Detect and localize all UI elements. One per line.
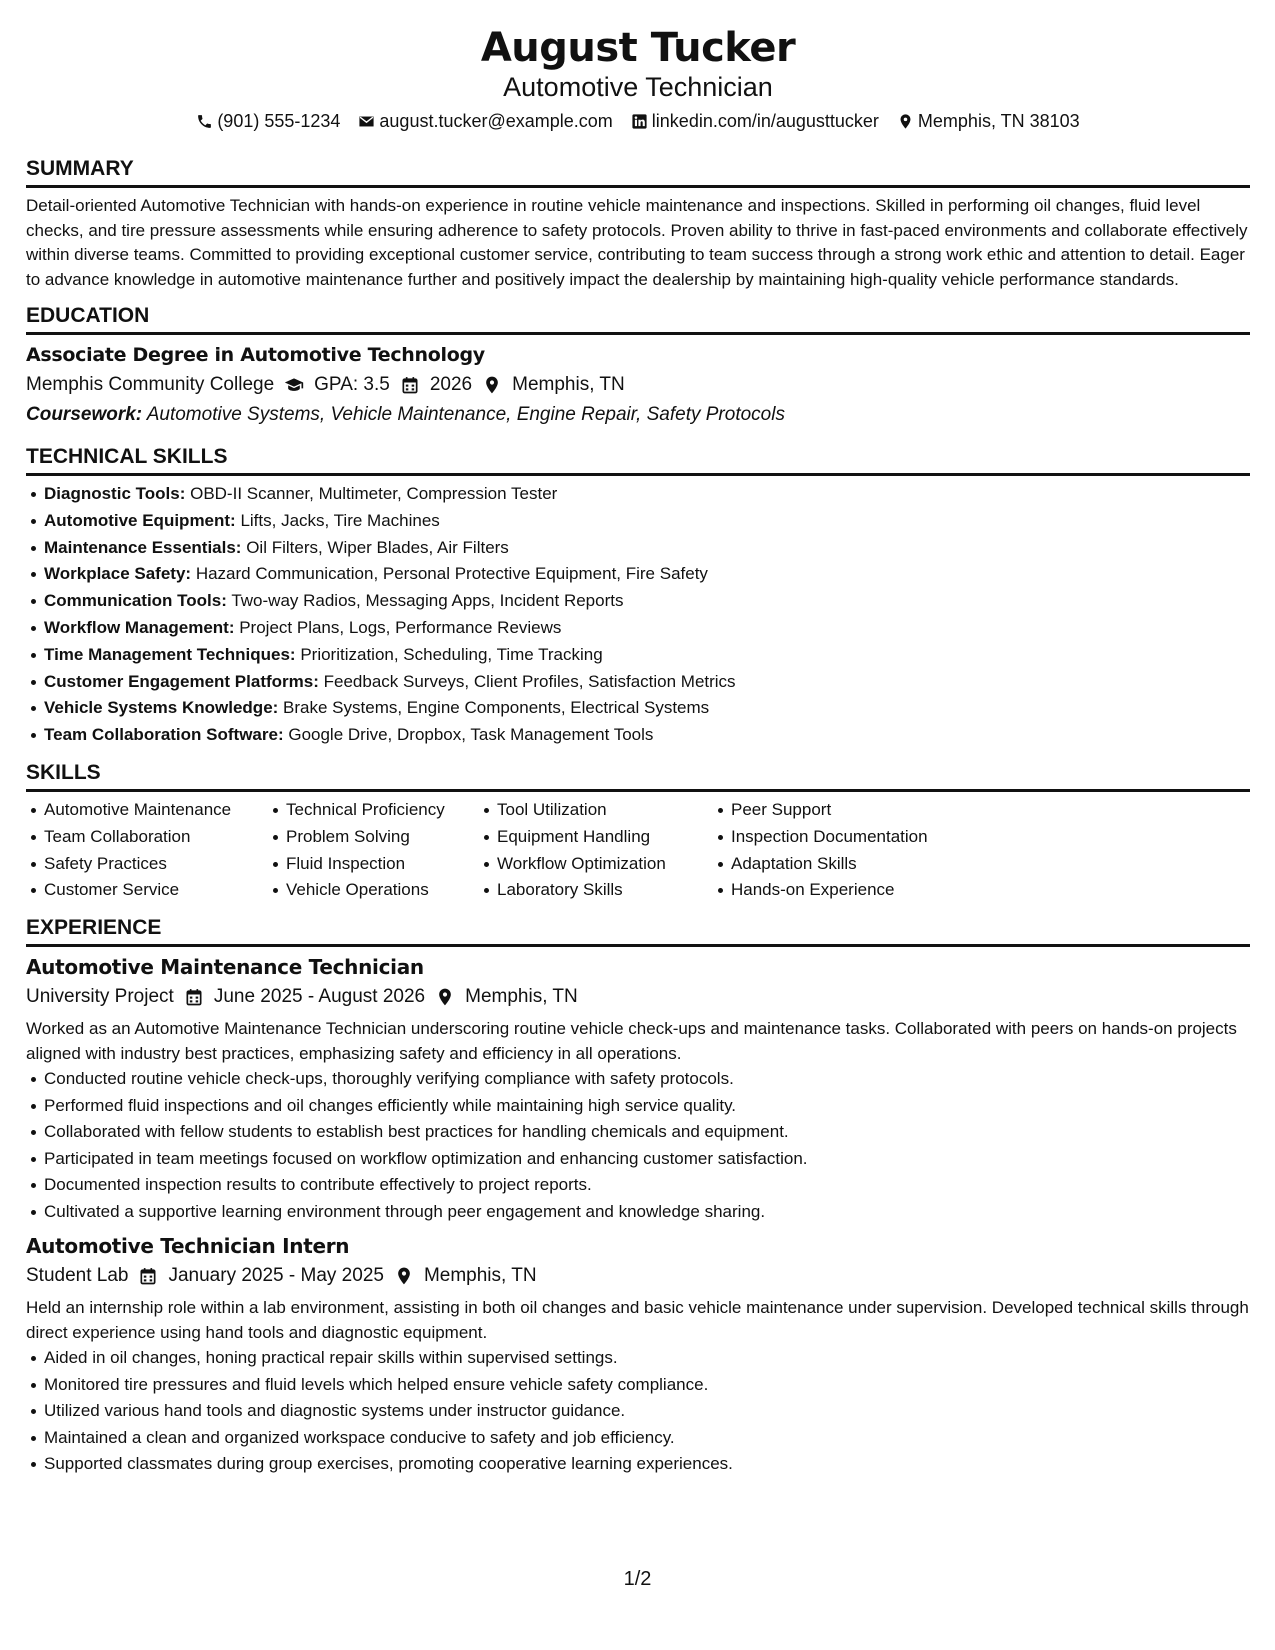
job-bullets: [26, 1345, 1250, 1478]
calendar-icon: [400, 375, 420, 395]
list-item: [26, 615, 1250, 642]
technical-skills-list: [26, 481, 1250, 749]
contact-email[interactable]: [358, 107, 612, 135]
list-item: Safety Practices: [26, 851, 268, 878]
contact-bar: [26, 107, 1250, 135]
list-item: Documented inspection results to contribute effectively to project reports.: [26, 1172, 1250, 1199]
skill-values: Lifts, Jacks, Tire Machines: [240, 510, 440, 530]
email-text: august.tucker@example.com: [379, 111, 613, 131]
skills-column: [26, 797, 268, 904]
location-text: Memphis, TN 38103: [917, 111, 1080, 131]
coursework-label: Coursework:: [26, 404, 143, 425]
coursework-text: Automotive Systems, Vehicle Maintenance, Engine Repair, Safety Protocols: [146, 404, 785, 425]
coursework-line: [26, 400, 1250, 430]
skill-category: Time Management Techniques:: [44, 644, 296, 664]
technical-skills-section: [26, 442, 1250, 749]
school-name: Memphis Community College: [26, 374, 275, 395]
job-meta: [26, 982, 1250, 1012]
contact-phone[interactable]: [196, 107, 340, 135]
list-item: Participated in team meetings focused on workflow optimization and enhancing customer satisfaction.: [26, 1146, 1250, 1173]
calendar-icon: [138, 1266, 158, 1286]
calendar-icon: [184, 987, 204, 1007]
skill-category: Automotive Equipment:: [44, 510, 236, 530]
education-heading: EDUCATION: [26, 301, 1250, 335]
list-item: Team Collaboration: [26, 824, 268, 851]
graduation-year: 2026: [429, 374, 473, 395]
skill-values: Project Plans, Logs, Performance Reviews: [239, 617, 562, 637]
list-item: Conducted routine vehicle check-ups, thoroughly verifying compliance with safety protocols.: [26, 1066, 1250, 1093]
map-pin-icon: [482, 375, 502, 395]
job-location: Memphis, TN: [423, 1265, 537, 1287]
skill-values: Two-way Radios, Messaging Apps, Incident Reports: [231, 591, 624, 611]
list-item: [26, 588, 1250, 615]
education-section: [26, 301, 1250, 430]
skill-values: Brake Systems, Engine Components, Electrical Systems: [283, 698, 710, 718]
technical-skills-heading: TECHNICAL SKILLS: [26, 442, 1250, 476]
job-meta: [26, 1261, 1250, 1291]
list-item: [26, 508, 1250, 535]
summary-text: Detail-oriented Automotive Technician with hands-on experience in routine vehicle maintenance and inspections. Skilled in performing oil changes, fluid level checks, and tire pressure assessments while ensuring adherence to safety protocols. Proven ability to thrive in fast-paced environments and collaborate effectively within diverse teams. Committed to providing exceptional customer service, contributing to team success through a strong work ethic and attention to detail. Eager to advance knowledge in automotive maintenance further and positively impact the dealership by maintaining high-quality vehicle performance standards.: [26, 196, 1248, 289]
job-description: Held an internship role within a lab environment, assisting in both oil changes and basic vehicle maintenance under supervision. Developed technical skills through direct experience using hand tools and diagnostic equipment.: [26, 1298, 1249, 1342]
job-entry: [26, 952, 1250, 1225]
phone-icon: [196, 113, 213, 130]
email-icon: [358, 113, 375, 130]
job-bullets: [26, 1066, 1250, 1225]
list-item: Laboratory Skills: [479, 877, 713, 904]
skills-grid: [26, 797, 1250, 904]
list-item: Customer Service: [26, 877, 268, 904]
gpa-text: GPA: 3.5: [314, 374, 390, 395]
skills-heading: SKILLS: [26, 758, 1250, 792]
skill-category: Customer Engagement Platforms:: [44, 671, 319, 691]
list-item: Hands-on Experience: [713, 877, 973, 904]
list-item: Fluid Inspection: [268, 851, 479, 878]
skill-category: Workplace Safety:: [44, 564, 192, 584]
skill-values: Hazard Communication, Personal Protective Equipment, Fire Safety: [195, 564, 708, 584]
job-title: Automotive Technician Intern: [26, 1234, 350, 1259]
list-item: [26, 535, 1250, 562]
job-location: Memphis, TN: [465, 986, 578, 1008]
list-item: Adaptation Skills: [713, 851, 973, 878]
list-item: [26, 695, 1250, 722]
resume-header: [26, 0, 1250, 135]
resume-page: [26, 0, 1250, 1478]
graduation-cap-icon: [284, 375, 304, 395]
skill-category: Workflow Management:: [44, 617, 235, 637]
list-item: [26, 561, 1250, 588]
page-number: 1/2: [623, 1568, 652, 1590]
list-item: Inspection Documentation: [713, 824, 973, 851]
degree-title: Associate Degree in Automotive Technology: [26, 344, 485, 366]
job-dates: June 2025 - August 2026: [213, 986, 426, 1008]
skill-values: Feedback Surveys, Client Profiles, Satisfaction Metrics: [323, 671, 736, 691]
list-item: Performed fluid inspections and oil changes efficiently while maintaining high service quality.: [26, 1093, 1250, 1120]
list-item: [26, 669, 1250, 696]
skill-category: Team Collaboration Software:: [44, 725, 284, 745]
job-dates: January 2025 - May 2025: [168, 1265, 384, 1287]
skill-values: Google Drive, Dropbox, Task Management Tools: [288, 725, 654, 745]
list-item: Tool Utilization: [479, 797, 713, 824]
list-item: Peer Support: [713, 797, 973, 824]
skill-values: Prioritization, Scheduling, Time Tracking: [300, 644, 603, 664]
school-location: Memphis, TN: [512, 374, 625, 395]
skill-values: OBD-II Scanner, Multimeter, Compression Tester: [190, 484, 558, 503]
experience-section: [26, 913, 1250, 1478]
summary-heading: SUMMARY: [26, 154, 1250, 188]
linkedin-icon: [631, 113, 648, 130]
skill-category: Diagnostic Tools:: [44, 484, 186, 503]
list-item: Monitored tire pressures and fluid levels which helped ensure vehicle safety compliance.: [26, 1372, 1250, 1399]
job-title: Automotive Maintenance Technician: [26, 955, 424, 980]
list-item: [26, 642, 1250, 669]
candidate-name: August Tucker: [480, 25, 796, 71]
list-item: Technical Proficiency: [268, 797, 479, 824]
skill-category: Maintenance Essentials:: [44, 537, 242, 557]
map-pin-icon: [394, 1266, 414, 1286]
list-item: Maintained a clean and organized workspace conducive to safety and job efficiency.: [26, 1425, 1250, 1452]
skill-values: Oil Filters, Wiper Blades, Air Filters: [246, 537, 509, 557]
job-description: Worked as an Automotive Maintenance Technician underscoring routine vehicle check-ups and maintenance tasks. Collaborated with peers on hands-on projects aligned with industry best practices, emphasizing safety and efficiency in all operations.: [26, 1019, 1237, 1063]
job-org: University Project: [26, 986, 174, 1008]
education-meta: [26, 370, 1250, 400]
list-item: Collaborated with fellow students to establish best practices for handling chemicals and equipment.: [26, 1119, 1250, 1146]
list-item: Vehicle Operations: [268, 877, 479, 904]
linkedin-text: linkedin.com/in/augusttucker: [651, 111, 879, 131]
skills-section: [26, 758, 1250, 904]
list-item: Equipment Handling: [479, 824, 713, 851]
list-item: Aided in oil changes, honing practical repair skills within supervised settings.: [26, 1345, 1250, 1372]
candidate-title: Automotive Technician: [503, 72, 773, 102]
list-item: Supported classmates during group exercises, promoting cooperative learning experiences.: [26, 1451, 1250, 1478]
skills-column: [479, 797, 713, 904]
skill-category: Vehicle Systems Knowledge:: [44, 698, 279, 718]
phone-text: (901) 555-1234: [217, 111, 341, 131]
list-item: Automotive Maintenance: [26, 797, 268, 824]
list-item: Utilized various hand tools and diagnostic systems under instructor guidance.: [26, 1398, 1250, 1425]
list-item: [26, 722, 1250, 749]
list-item: Cultivated a supportive learning environment through peer engagement and knowledge sharing.: [26, 1199, 1250, 1226]
contact-linkedin[interactable]: [631, 107, 879, 135]
list-item: Problem Solving: [268, 824, 479, 851]
map-pin-icon: [897, 113, 914, 130]
list-item: [26, 481, 1250, 508]
skill-category: Communication Tools:: [44, 591, 227, 611]
job-entry: [26, 1231, 1250, 1478]
summary-section: [26, 154, 1250, 292]
map-pin-icon: [435, 987, 455, 1007]
contact-location: [897, 107, 1080, 135]
skills-column: [268, 797, 479, 904]
list-item: Workflow Optimization: [479, 851, 713, 878]
job-org: Student Lab: [26, 1265, 129, 1287]
experience-heading: EXPERIENCE: [26, 913, 1250, 947]
skills-column: [713, 797, 973, 904]
